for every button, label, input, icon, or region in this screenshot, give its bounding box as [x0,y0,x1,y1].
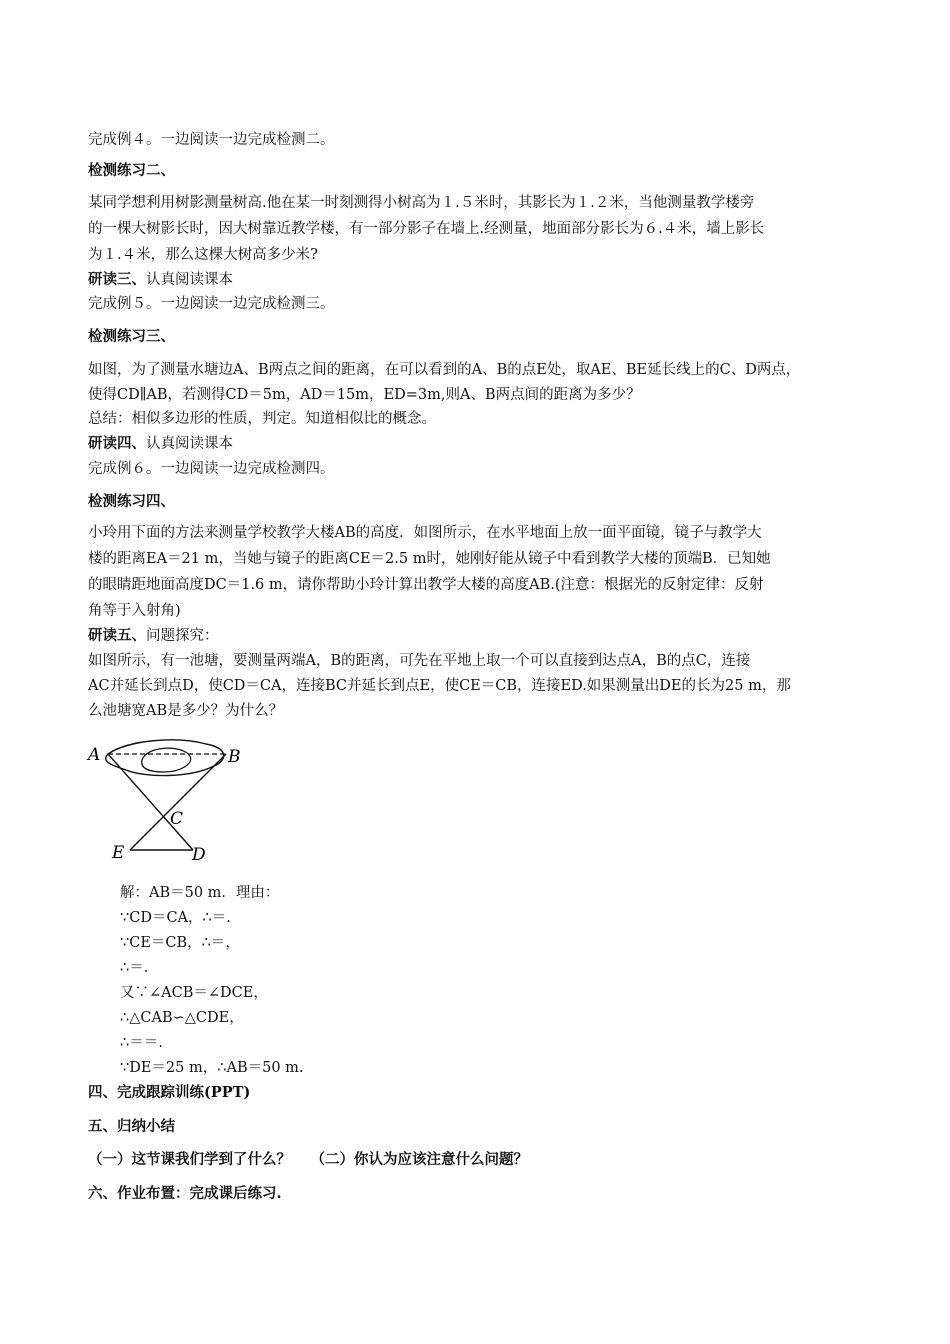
paragraph: 为１.４米，那么这棵大树高多少米? [88,247,318,263]
section-heading: 四、完成跟踪训练(PPT) [88,1084,251,1101]
section-heading: 检测练习四、 [88,493,175,510]
solution-line: ∴＝. [120,960,149,976]
solution-line: ∵CD＝CA，∴＝. [120,910,231,926]
label-e: E [112,843,125,863]
solution-line: ∴＝＝. [120,1035,163,1051]
section-heading: 研读五、 [88,627,146,644]
paragraph: 如图所示，有一池塘，要测量两端A，B的距离，可先在平地上取一个可以直接到达点A，B的点C，连接 [88,653,751,669]
label-b: B [228,747,241,767]
paragraph: 的眼睛距地面高度DC＝1.6 m，请你帮助小玲计算出教学大楼的高度AB.(注意：根据光的反射定律：反射 [88,577,764,593]
section-heading: 六、作业布置：完成课后练习. [88,1185,282,1202]
paragraph: 完成例５。一边阅读一边完成检测三。 [88,296,335,312]
paragraph: 如图，为了测量水塘边A、B两点之间的距离，在可以看到的A、B的点E处，取AE、BE延长线上的C、D两点， [88,362,801,378]
line-ad [108,754,193,850]
paragraph [88,623,864,649]
summary-questions: （一）这节课我们学到了什么？ （二）你认为应该注意什么问题？ [88,1151,529,1168]
solution-line: 又∵∠ACB＝∠DCE， [120,985,268,1001]
paragraph: 小玲用下面的方法来测量学校教学大楼AB的高度．如图所示，在水平地面上放一面平面镜，镜子与教学大 [88,525,762,541]
heading-text: 认真阅读课本 [146,272,233,288]
pond-diagram [86,738,256,866]
section-heading: 检测练习三、 [88,328,175,345]
heading-text: 认真阅读课本 [146,436,233,452]
paragraph: 完成例６。一边阅读一边完成检测四。 [88,461,335,477]
paragraph: AC并延长到点D，使CD＝CA，连接BC并延长到点E，使CE＝CB，连接ED.如果测量出DE的长为25 m，那 [88,678,791,694]
label-c: C [170,809,184,829]
paragraph: 楼的距离EA＝21 m，当她与镜子的距离CE＝2.5 m时，她刚好能从镜子中看到教学大楼的顶端B．已知她 [88,551,771,567]
solution-line: ∵DE＝25 m，∴AB＝50 m. [120,1060,304,1076]
section-heading: 研读三、 [88,271,146,288]
solution-line: ∴△CAB∽△CDE， [120,1010,244,1026]
pond-outline [106,740,224,776]
paragraph: 的一棵大树影长时，因大树靠近教学楼，有一部分影子在墙上.经测量，地面部分影长为６.４米，墙上影长 [88,221,765,237]
section-heading: 研读四、 [88,435,146,452]
paragraph: 某同学想利用树影测量树高.他在某一时刻测得小树高为１.５米时，其影长为１.２米，当他测量教学楼旁 [88,195,755,211]
label-a: A [88,745,101,765]
paragraph: 么池塘宽AB是多少？为什么？ [88,703,284,719]
solution-line: 解：AB＝50 m．理由： [120,885,280,901]
paragraph: 完成例４。一边阅读一边完成检测二。 [88,132,335,148]
solution-line: ∵CE＝CB，∴＝， [120,935,240,951]
paragraph [88,267,864,293]
paragraph: 总结：相似多边形的性质，判定。知道相似比的概念。 [88,411,436,427]
heading-text: 问题探究： [146,628,219,644]
pond-inner [142,748,191,772]
section-heading: 五、归纳小结 [88,1118,175,1135]
paragraph: 使得CD∥AB，若测得CD＝5m，AD＝15m，ED=3m,则A、B两点间的距离为多少？ [88,387,641,403]
paragraph: 角等于入射角) [88,603,181,619]
pond-figure [86,738,256,866]
paragraph [88,431,864,457]
label-d: D [192,845,206,865]
section-heading: 检测练习二、 [88,162,175,179]
